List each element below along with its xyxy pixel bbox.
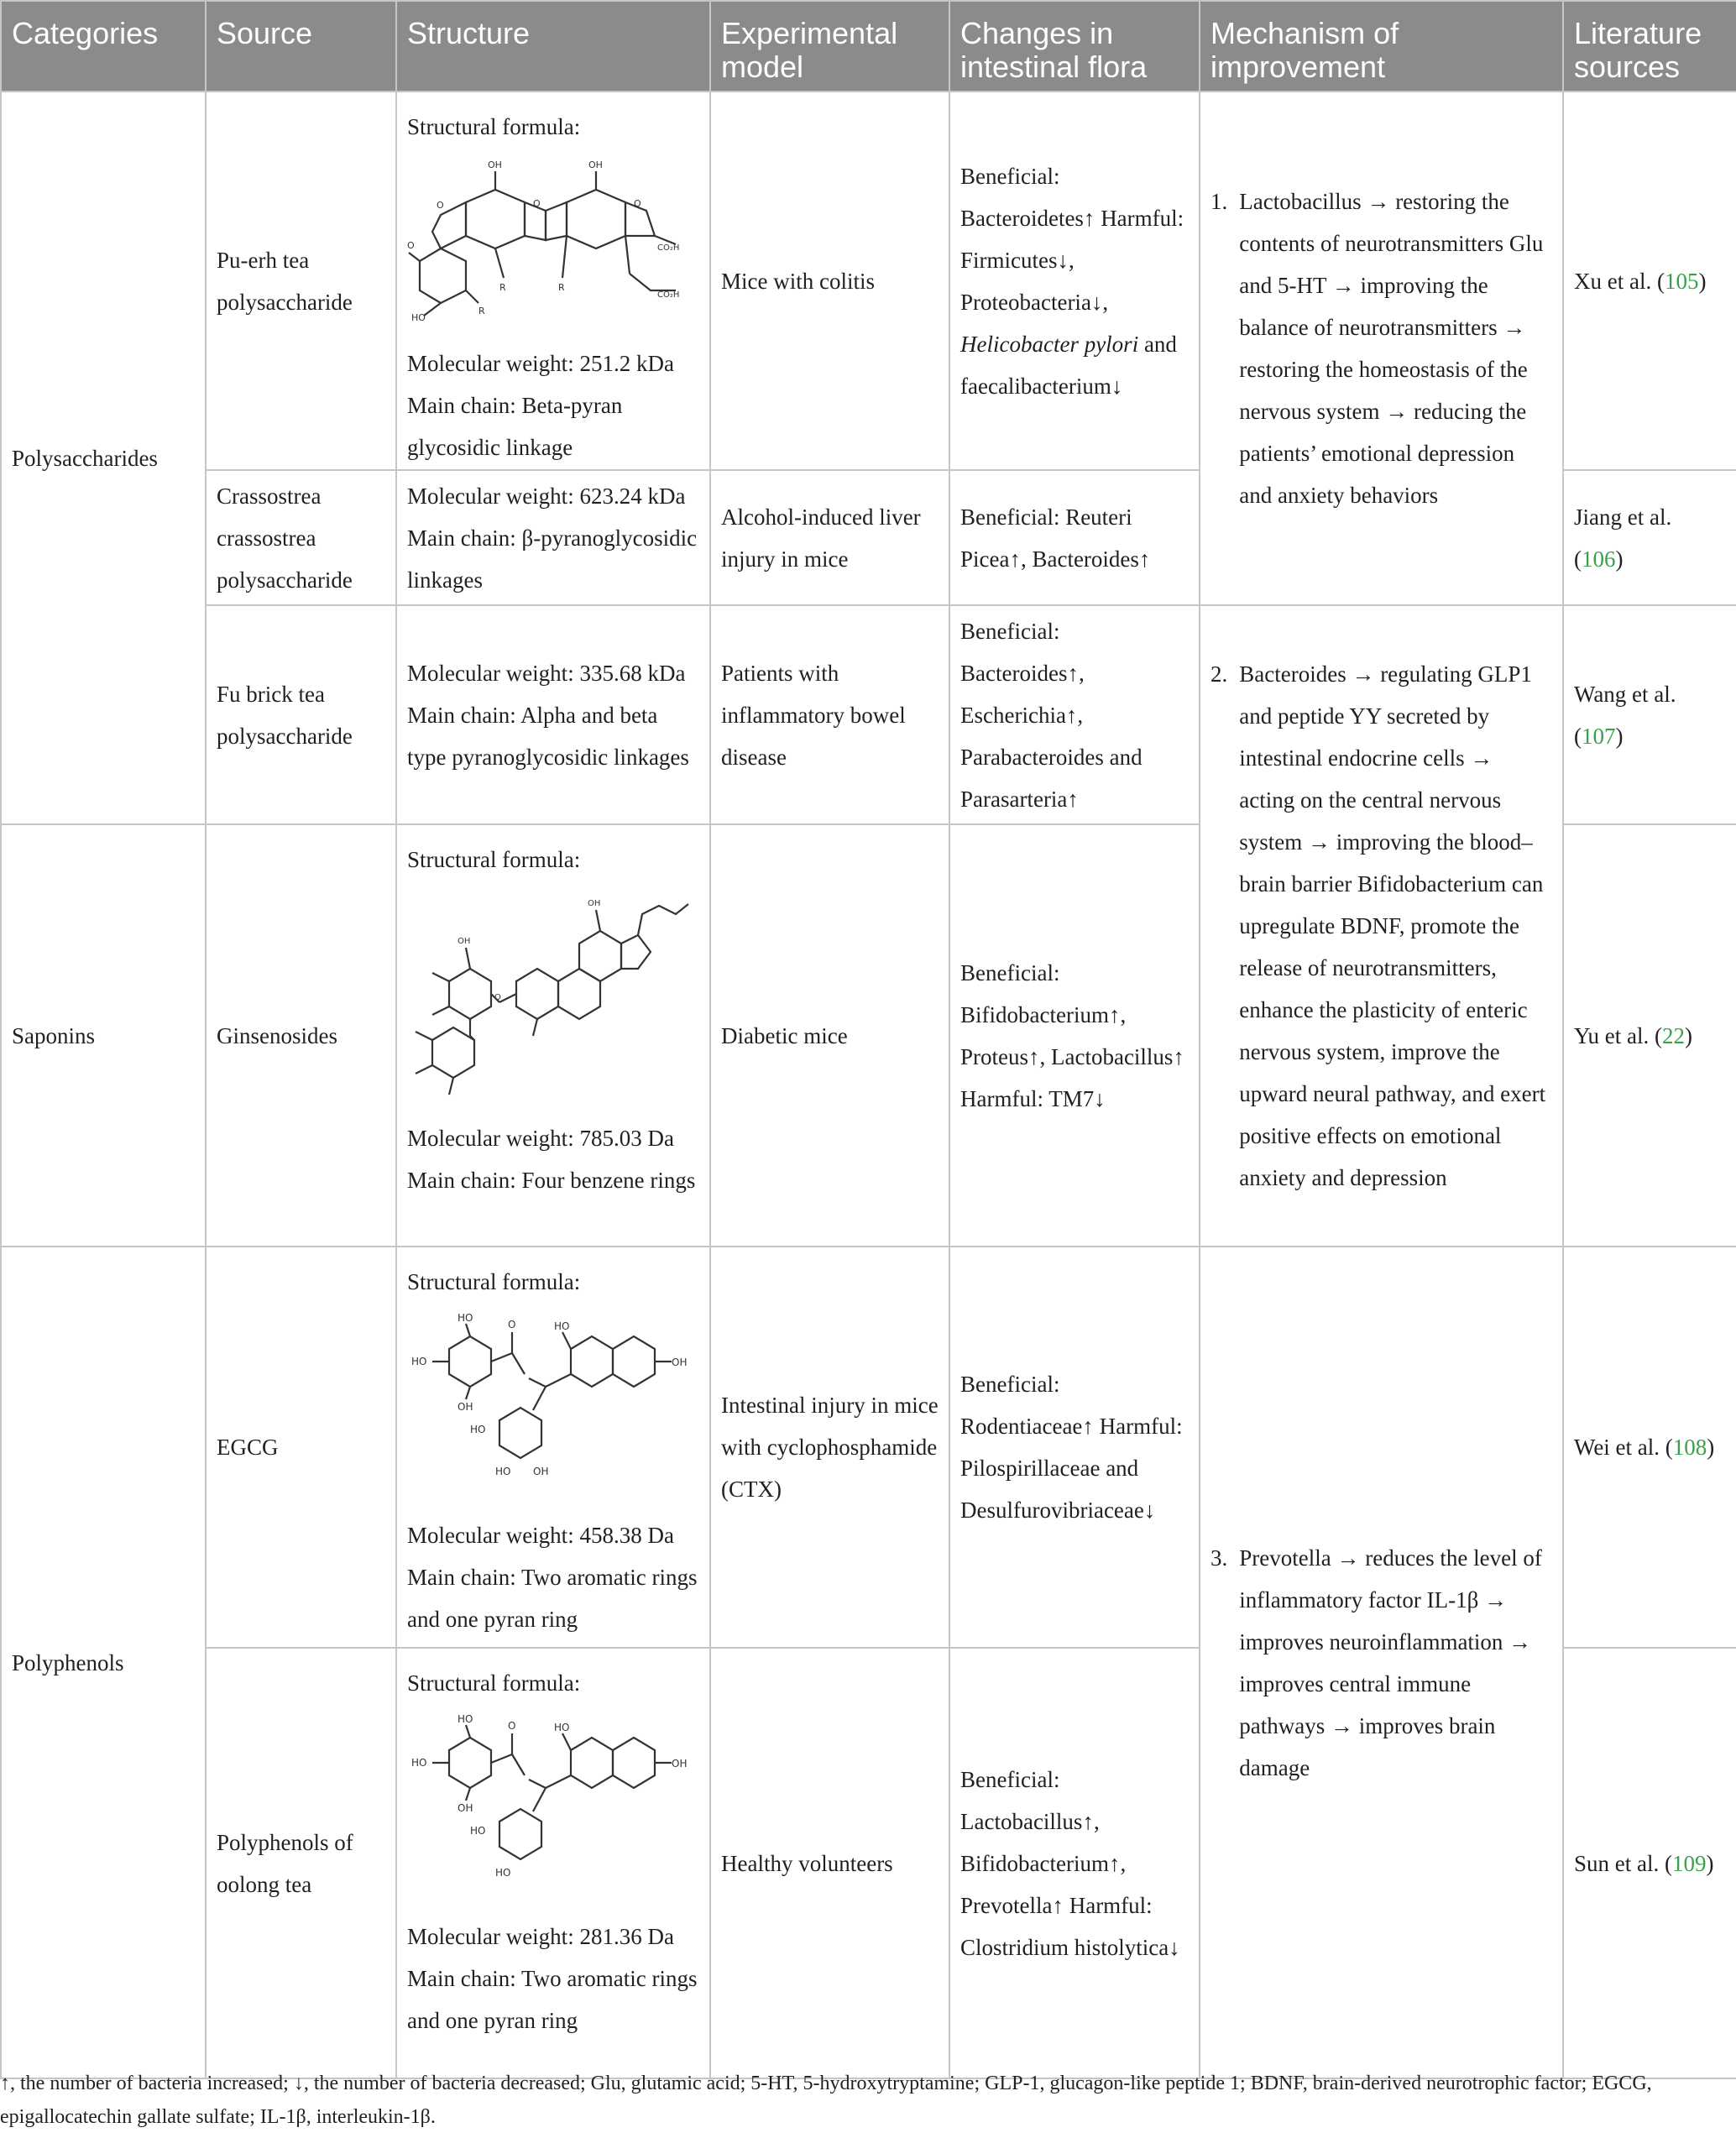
main-chain: Main chain: Two aromatic rings and one pyran ring (407, 1565, 698, 1632)
mechanism-text: Lactobacillus → restoring the contents of neurotransmitters Glu and 5-HT → improving the balance of neurotransmitters → restoring the homeostasis of the nervous system → reducing the patients’ emotional depression and anxiety behaviors (1239, 189, 1544, 508)
ref-link[interactable]: 106 (1582, 546, 1616, 572)
flora-harmful: Harmful: Firmicutes↓, Proteobacteria↓, (960, 205, 1184, 315)
category-polysaccharides: Polysaccharides (1, 91, 206, 824)
ref-link[interactable]: 109 (1671, 1850, 1707, 1876)
ref-close: ) (1684, 1022, 1692, 1048)
molecule-label: CO₂H (657, 290, 680, 300)
flora-cell: Beneficial: Bacteroides↑, Escherichia↑, Parabacteroides and Parasarteria↑ (949, 605, 1200, 824)
source-cell: Fu brick tea polysaccharide (206, 605, 396, 824)
molecular-weight: Molecular weight: 251.2 kDa (407, 351, 674, 376)
molecule-label: HO (411, 1757, 427, 1769)
molecular-weight: Molecular weight: 623.24 kDa (407, 483, 686, 509)
main-chain: Main chain: β-pyranoglycosidic linkages (407, 525, 698, 593)
flora-cell: Beneficial: Bifidobacterium↑, Proteus↑, Lactobacillus↑ Harmful: TM7↓ (949, 824, 1200, 1247)
experimental-model-cell: Intestinal injury in mice with cyclophosphamide (CTX) (710, 1247, 949, 1648)
ref-close: ) (1707, 1435, 1715, 1460)
main-chain: Main chain: Four benzene rings (407, 1168, 696, 1193)
category-polyphenols: Polyphenols (1, 1247, 206, 2078)
molecule-label: OH (588, 899, 601, 908)
source-cell: Ginsenosides (206, 824, 396, 1247)
flora-cell: Beneficial: Rodentiaceae↑ Harmful: Pilospirillaceae and Desulfurovibriaceae↓ (949, 1247, 1200, 1648)
header-source: Source (206, 1, 396, 91)
experimental-model-cell: Mice with colitis (710, 91, 949, 470)
molecule-label: OH (672, 1357, 688, 1368)
literature-cell (1563, 824, 1736, 1247)
structure-label: Structural formula: (407, 1269, 581, 1294)
mechanism-text: Bacteroides → regulating GLP1 and peptide YY secreted by intestinal endocrine cells → acting on the central nervous system → improving the blood–brain barrier Bifidobacterium can upregulate BDNF, promote the release of neurotransmitters, enhance the plasticity of enteric nervous system, improve the upward neural pathway, and exert positive effects on emotional anxiety and depression (1239, 661, 1546, 1190)
structure-label: Structural formula: (407, 1670, 581, 1696)
structural-formula-image (407, 156, 699, 337)
molecule-label: HO (495, 1466, 511, 1477)
structure-cell (396, 1648, 710, 2078)
flora-tail: and faecalibacterium↓ (960, 331, 1177, 399)
molecule-label: HO (411, 1356, 427, 1367)
ref-link[interactable]: 108 (1672, 1435, 1707, 1460)
molecule-label: OH (533, 1466, 549, 1477)
ref-author: Xu et al. ( (1574, 268, 1665, 294)
molecule-label: HO (458, 1713, 473, 1725)
literature-cell (1563, 1247, 1736, 1648)
header-row (1, 1, 1736, 91)
source-cell: Pu-erh tea polysaccharide (206, 91, 396, 470)
source-cell: Crassostrea crassostrea polysaccharide (206, 470, 396, 605)
header-changes-in-intestinal-flora: Changes in intestinal flora (949, 1, 1200, 91)
ref-close: ) (1698, 268, 1707, 294)
ref-close: ) (1615, 723, 1624, 749)
molecule-label: R (558, 282, 565, 293)
flora-beneficial: Beneficial: Bacteroidetes↑ (960, 163, 1095, 231)
experimental-model-cell: Alcohol-induced liver injury in mice (710, 470, 949, 605)
molecule-label: HO (554, 1320, 570, 1332)
mechanism-cell (1200, 1247, 1563, 2078)
literature-cell (1563, 1648, 1736, 2078)
experimental-model-cell: Patients with inflammatory bowel disease (710, 605, 949, 824)
ref-author: Jiang et al. ( (1574, 504, 1672, 572)
molecule-label: HO (495, 1867, 511, 1879)
ref-link[interactable]: 105 (1664, 268, 1699, 294)
molecule-label: OH (588, 159, 603, 170)
mechanism-item (1210, 1537, 1552, 1789)
flora-cell: Beneficial: Lactobacillus↑, Bifidobacterium↑, Prevotella↑ Harmful: Clostridium histolytica↓ (949, 1648, 1200, 2078)
experimental-model-cell: Healthy volunteers (710, 1648, 949, 2078)
mechanism-cell (1200, 91, 1563, 605)
molecule-label: HO (470, 1825, 486, 1837)
table-footnote: ↑, the number of bacteria increased; ↓, the number of bacteria decreased; Glu, glutamic acid; 5-HT, 5-hydroxytryptamine; GLP-1, glucagon-like peptide 1; BDNF, brain-derived neurotrophic factor; EGCG, epigallocatechin gallate sulfate; IL-1β, interleukin-1β. (0, 2073, 1652, 2128)
molecule-label: HO (411, 312, 426, 323)
flora-cell (949, 91, 1200, 470)
main-chain: Main chain: Beta-pyran glycosidic linkage (407, 393, 623, 460)
molecule-label: OH (488, 159, 502, 170)
header-literature-sources: Literature sources (1563, 1, 1736, 91)
source-cell: Polyphenols of oolong tea (206, 1648, 396, 2078)
mechanism-cell (1200, 605, 1563, 1247)
literature-cell (1563, 470, 1736, 605)
structure-cell (396, 91, 710, 470)
ref-author: Wei et al. ( (1574, 1435, 1673, 1460)
molecular-weight: Molecular weight: 458.38 Da (407, 1523, 674, 1548)
structure-cell (396, 470, 710, 605)
flora-italic: Helicobacter pylori (960, 331, 1139, 357)
structure-label: Structural formula: (407, 847, 581, 872)
ref-close: ) (1615, 546, 1624, 572)
molecular-weight: Molecular weight: 335.68 kDa (407, 660, 686, 686)
structure-cell (396, 824, 710, 1247)
header-experimental-model: Experimental model (710, 1, 949, 91)
molecule-label: OH (458, 1802, 473, 1814)
molecule-label: HO (554, 1722, 570, 1733)
main-chain: Main chain: Alpha and beta type pyranoglycosidic linkages (407, 702, 689, 770)
structural-formula-image (407, 889, 699, 1112)
structure-cell (396, 605, 710, 824)
structural-formula-image (407, 1712, 699, 1911)
ref-link[interactable]: 107 (1582, 723, 1616, 749)
mechanism-item (1210, 653, 1552, 1199)
molecule-label: O (494, 993, 501, 1002)
structural-formula-image (407, 1311, 699, 1509)
literature-cell (1563, 91, 1736, 470)
molecule-label: R (478, 306, 485, 316)
molecule-label: O (508, 1720, 516, 1732)
molecular-weight: Molecular weight: 281.36 Da (407, 1924, 674, 1949)
mechanism-number: 2. (1210, 661, 1228, 687)
molecule-label: HO (470, 1424, 486, 1435)
ref-close: ) (1706, 1850, 1714, 1876)
source-cell: EGCG (206, 1247, 396, 1648)
molecule-label: OH (458, 937, 471, 946)
flora-cell: Beneficial: Reuteri Picea↑, Bacteroides↑ (949, 470, 1200, 605)
structure-label: Structural formula: (407, 114, 581, 139)
literature-cell (1563, 605, 1736, 824)
main-chain: Main chain: Two aromatic rings and one pyran ring (407, 1966, 698, 2033)
molecule-label: O (533, 198, 541, 209)
mechanism-text: Prevotella → reduces the level of inflammatory factor IL-1β → improves neuroinflammation → improves central immune pathways → improves brain damage (1239, 1545, 1542, 1780)
molecule-label: O (634, 198, 641, 209)
category-saponins: Saponins (1, 824, 206, 1247)
structure-cell (396, 1247, 710, 1648)
mechanism-number: 1. (1210, 189, 1228, 214)
molecule-label: O (508, 1319, 516, 1330)
molecule-label: OH (672, 1758, 688, 1769)
ref-author: Yu et al. ( (1574, 1022, 1662, 1048)
ref-author: Wang et al. ( (1574, 681, 1676, 749)
molecule-label: OH (458, 1401, 473, 1413)
table-row (1, 91, 1736, 470)
ref-link[interactable]: 22 (1661, 1022, 1685, 1048)
table-row (1, 1247, 1736, 1648)
molecule-label: CO₂H (657, 243, 680, 253)
mechanism-number: 3. (1210, 1545, 1228, 1571)
mechanism-item (1210, 180, 1552, 516)
molecule-label: O (407, 240, 415, 251)
header-categories: Categories (1, 1, 206, 91)
experimental-model-cell: Diabetic mice (710, 824, 949, 1247)
header-mechanism-of-improvement: Mechanism of improvement (1200, 1, 1563, 91)
table-row (1, 605, 1736, 824)
molecule-label: R (499, 282, 506, 293)
ref-author: Sun et al. ( (1574, 1850, 1672, 1876)
molecule-label: HO (458, 1312, 473, 1324)
molecule-label: O (437, 200, 444, 211)
header-structure: Structure (396, 1, 710, 91)
molecular-weight: Molecular weight: 785.03 Da (407, 1126, 674, 1151)
